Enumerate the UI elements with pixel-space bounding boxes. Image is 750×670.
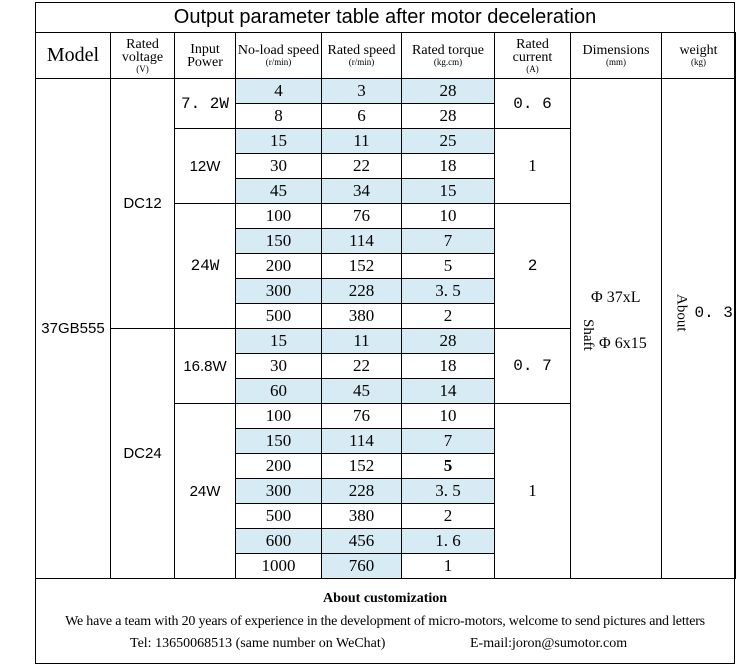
speed-cell: 114 [322,229,402,254]
torque-cell: 10 [402,204,495,229]
current-cell: 1 [495,129,571,204]
noload-cell: 1000 [236,554,322,579]
page-title: Output parameter table after motor deceleration [173,6,597,28]
noload-cell: 200 [236,254,322,279]
speed-cell: 76 [322,404,402,429]
speed-cell: 152 [322,254,402,279]
speed-cell: 45 [322,379,402,404]
power-cell: 24W [175,204,236,329]
header-weight-unit: (kg) [691,57,706,67]
speed-cell: 76 [322,204,402,229]
footer-phone: Tel: 13650068513 (same number on WeChat) [130,636,386,651]
power-cell: 16.8W [175,329,236,404]
torque-cell: 28 [402,329,495,354]
speed-cell: 760 [322,554,402,579]
noload-cell: 4 [236,79,322,104]
noload-cell: 300 [236,279,322,304]
noload-cell: 600 [236,529,322,554]
noload-cell: 8 [236,104,322,129]
torque-cell: 1 [402,554,495,579]
header-speed-unit: (r/min) [348,57,375,67]
noload-cell: 500 [236,304,322,329]
header-noload-unit: (r/min) [265,57,292,67]
power-cell: 12W [175,129,236,204]
torque-cell: 28 [402,104,495,129]
voltage-cell: DC24 [111,329,175,579]
header-model: Model [36,33,111,79]
speed-cell: 11 [322,129,402,154]
torque-cell: 2 [402,304,495,329]
speed-cell: 228 [322,479,402,504]
speed-cell: 6 [322,104,402,129]
noload-cell: 150 [236,229,322,254]
torque-cell: 7 [402,229,495,254]
torque-cell: 15 [402,179,495,204]
current-cell: 0. 7 [495,329,571,404]
dimensions-cell [571,79,662,579]
header-noload [236,33,322,79]
header-dimensions-label: Dimensions [582,43,650,58]
torque-cell: 7 [402,429,495,454]
noload-cell: 15 [236,329,322,354]
dimensions-shaft-label: Shaft [580,318,596,351]
header-torque-label: Rated torque [412,43,484,58]
header-current-unit: (A) [526,63,539,74]
speed-cell: 380 [322,304,402,329]
header-weight-label: weight [679,43,718,58]
header-noload-label: No-load speed [237,43,320,58]
noload-cell: 60 [236,379,322,404]
speed-cell: 380 [322,504,402,529]
power-cell: 24W [175,404,236,579]
header-weight [662,33,736,79]
speed-cell: 152 [322,454,402,479]
header-voltage-unit: (V) [136,63,149,74]
noload-cell: 15 [236,129,322,154]
speed-cell: 114 [322,429,402,454]
footer-email: E-mail:joron@sumotor.com [470,636,628,651]
voltage-cell: DC12 [111,79,175,329]
torque-cell: 10 [402,404,495,429]
footer-title: About customization [322,591,448,606]
parameter-table [35,32,736,579]
header-speed [322,33,402,79]
noload-cell: 200 [236,454,322,479]
speed-cell: 11 [322,329,402,354]
torque-cell: 25 [402,129,495,154]
header-dimensions-unit: (mm) [606,57,626,67]
speed-cell: 228 [322,279,402,304]
customization-footer [35,579,735,664]
torque-cell: 3. 5 [402,279,495,304]
model-cell: 37GB555 [36,79,111,579]
speed-cell: 34 [322,179,402,204]
current-cell: 2 [495,204,571,329]
weight-cell [662,79,736,579]
current-cell: 0. 6 [495,79,571,129]
dimensions-body: Φ 37xL [591,288,641,306]
noload-cell: 100 [236,404,322,429]
torque-cell: 2 [402,504,495,529]
current-cell: 1 [495,404,571,579]
torque-cell: 5 [402,454,495,479]
dimensions-shaft: Φ 6x15 [599,334,647,352]
header-voltage [111,33,175,79]
torque-cell: 5 [402,254,495,279]
header-current-label: Rated current [512,36,553,65]
header-current [495,33,571,79]
torque-cell: 14 [402,379,495,404]
power-cell: 7. 2W [175,79,236,129]
header-torque [402,33,495,79]
weight-label: About [673,293,690,331]
weight-value: 0. 3 [694,303,733,322]
noload-cell: 30 [236,354,322,379]
header-power [175,33,236,79]
header-dimensions [571,33,662,79]
footer-description: We have a team with 20 years of experience in the development of micro-motors, welcome to send pictures and letters [65,614,705,629]
header-voltage-label: Rated voltage [121,36,164,65]
noload-cell: 500 [236,504,322,529]
noload-cell: 100 [236,204,322,229]
header-torque-unit: (kg.cm) [433,57,463,67]
noload-cell: 150 [236,429,322,454]
speed-cell: 456 [322,529,402,554]
header-power-label: Input Power [187,41,223,70]
table-row [36,79,736,104]
header-row [36,33,736,79]
torque-cell: 18 [402,154,495,179]
speed-cell: 22 [322,154,402,179]
speed-cell: 3 [322,79,402,104]
noload-cell: 30 [236,154,322,179]
torque-cell: 18 [402,354,495,379]
noload-cell: 45 [236,179,322,204]
speed-cell: 22 [322,354,402,379]
torque-cell: 28 [402,79,495,104]
noload-cell: 300 [236,479,322,504]
header-speed-label: Rated speed [327,43,396,58]
torque-cell: 3. 5 [402,479,495,504]
torque-cell: 1. 6 [402,529,495,554]
